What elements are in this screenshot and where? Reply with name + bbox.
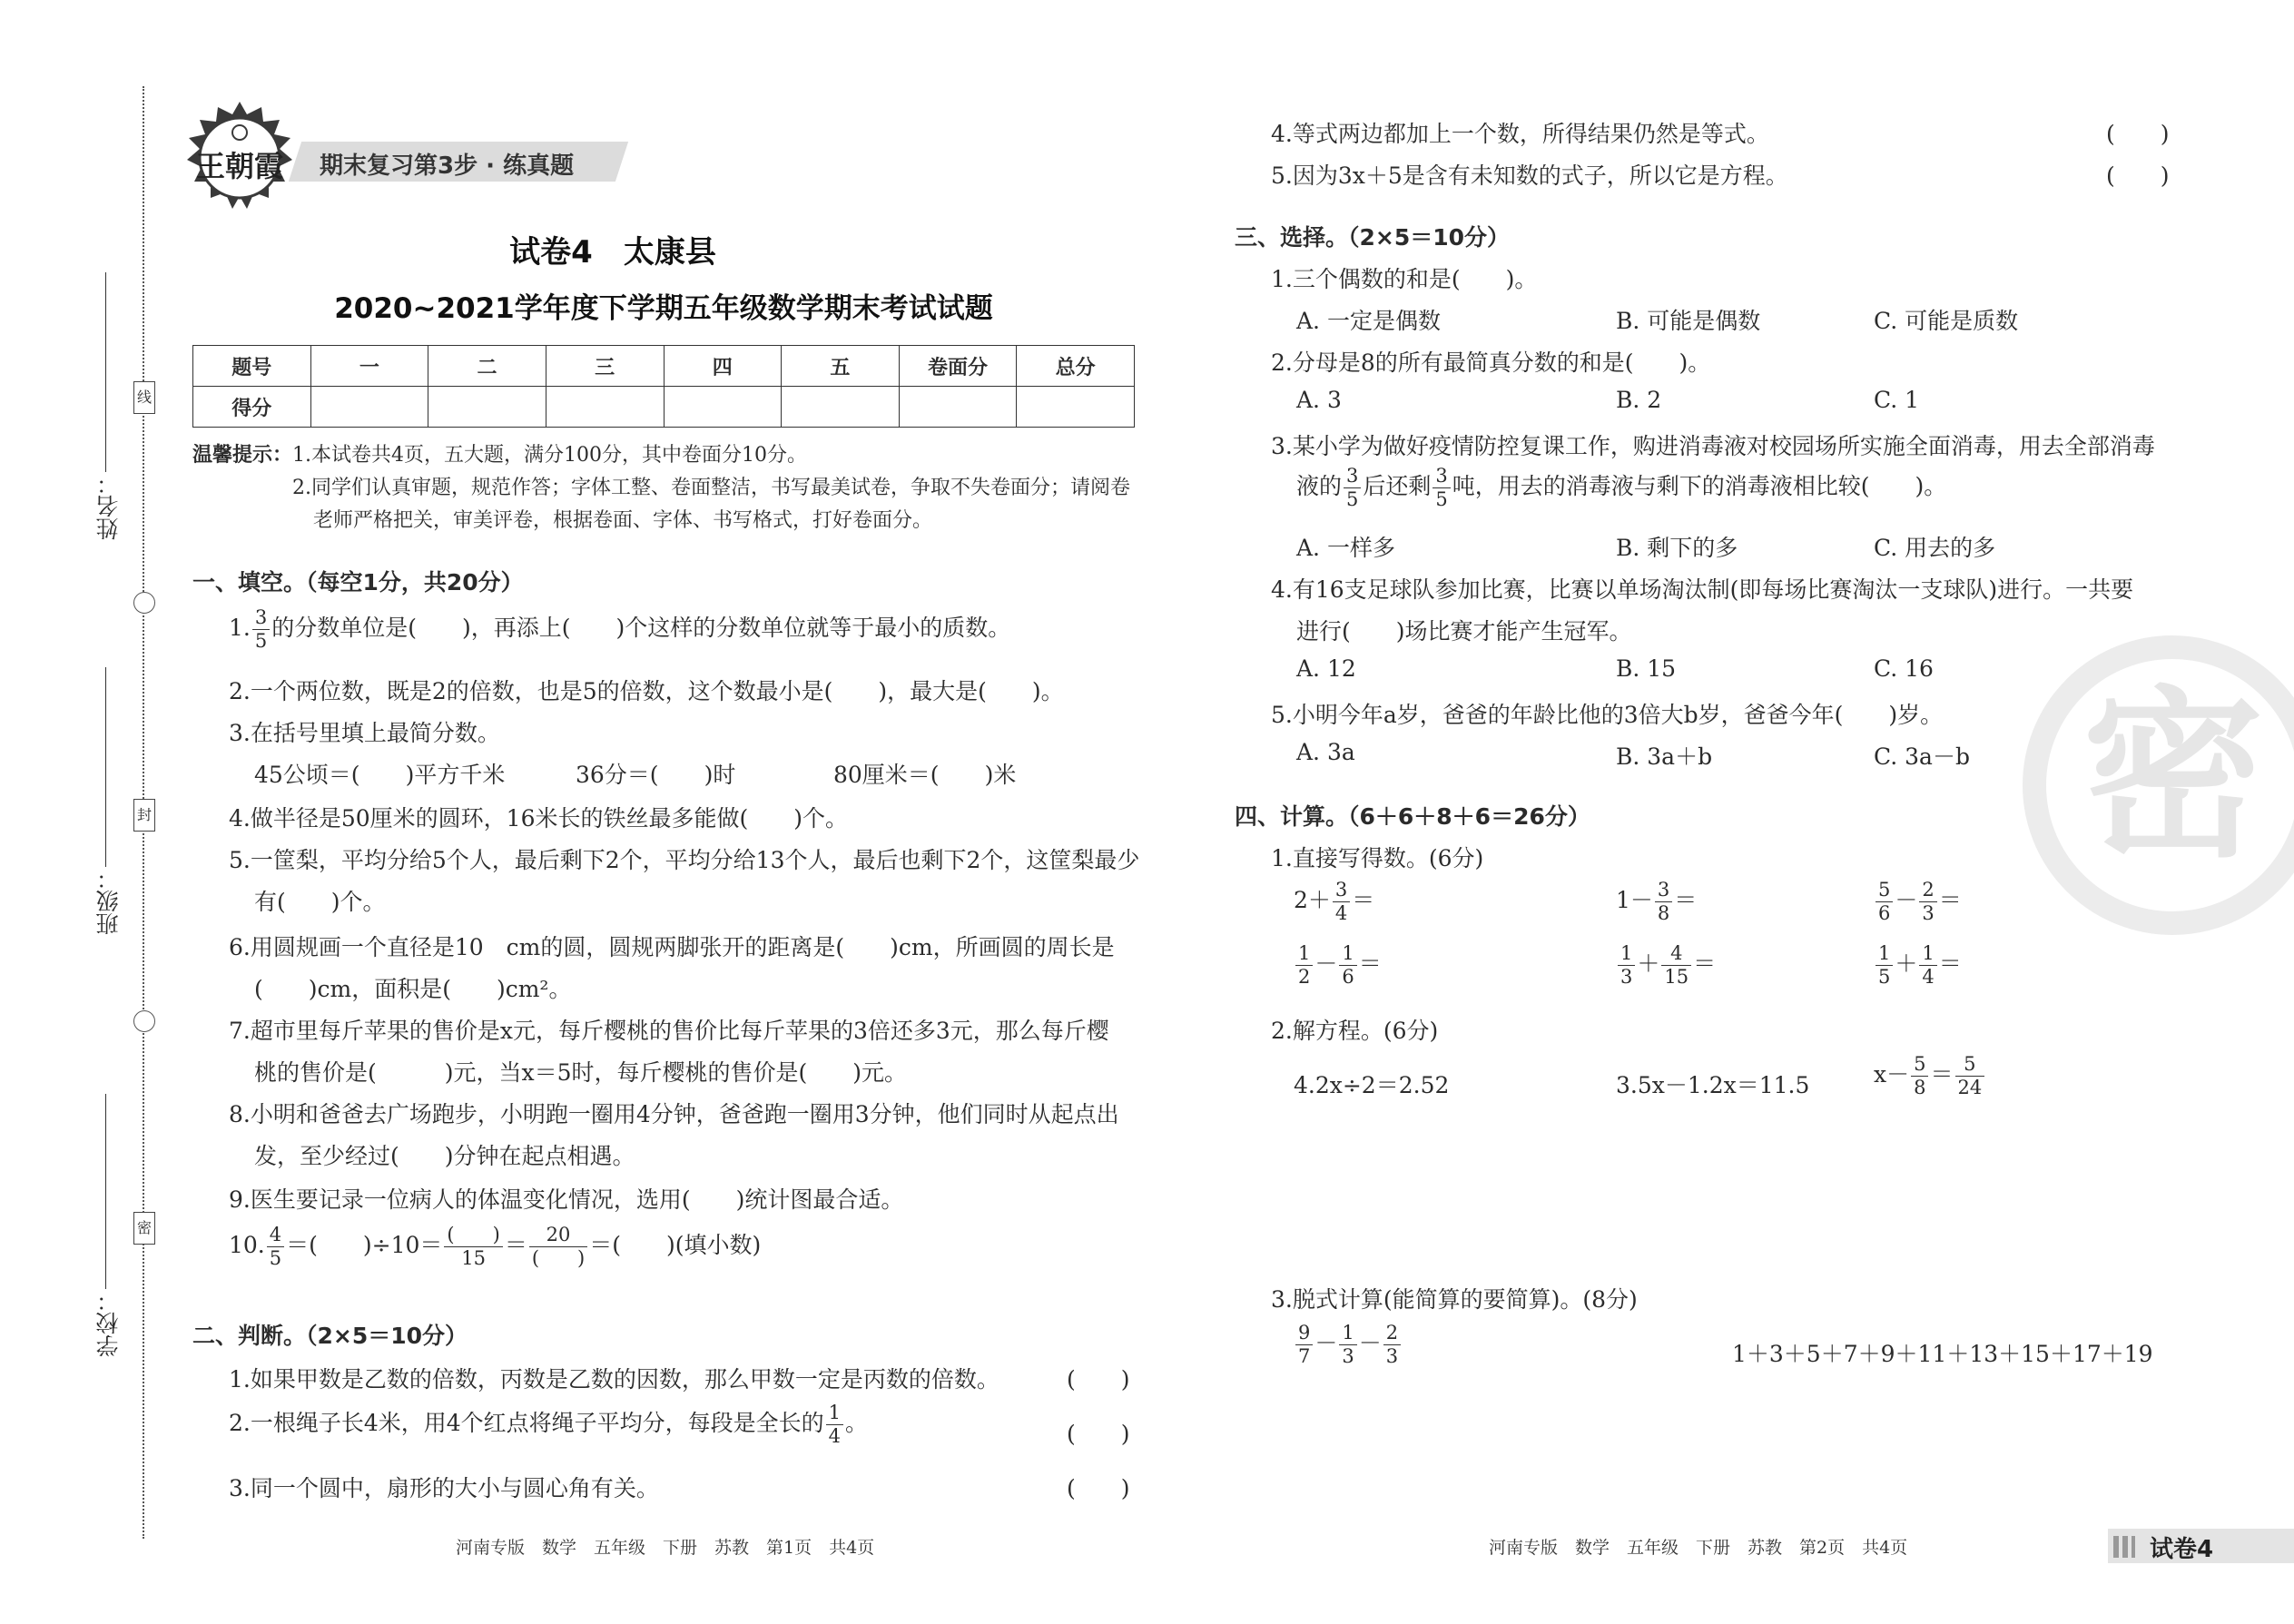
class-line [105,667,106,867]
bind-mark-feng: 封 [133,799,155,832]
tips-label: 温馨提示： [192,444,293,467]
score-header-cell: 一 [310,346,428,387]
expr-op: － [1895,887,1918,913]
s3-question-4a: 4.有16支足球队参加比赛，比赛以单场淘汰制(即每场比赛淘汰一支球队)进行。一共要 [1271,576,2134,603]
score-header-cell: 四 [664,346,782,387]
expr-pre: 1－ [1616,887,1653,913]
watermark-char: 密 [2082,671,2264,882]
denominator: 6 [1878,902,1891,924]
score-cell[interactable] [899,387,1017,428]
s4-expr-4[interactable] [1294,944,1382,987]
section2-title: 二、判断。（2×5＝10分） [192,1323,468,1349]
denominator: 5 [254,630,268,652]
denominator: 4 [828,1425,842,1447]
s4-equation-3[interactable] [1874,1055,1986,1097]
s1-q1-text: 的分数单位是( )，再添上( )个这样的分数单位就等于最小的质数。 [271,615,1011,641]
s3-question-1: 1.三个偶数的和是( )。 [1271,266,1538,292]
fraction [1339,1324,1356,1366]
s4-equation-2[interactable]: 3.5x－1.2x＝11.5 [1616,1072,1810,1098]
s4-expr-6[interactable] [1874,944,1962,987]
numerator: ( ) [444,1225,502,1247]
score-cell[interactable] [546,387,664,428]
s1-question-5a: 5.一筐梨，平均分给5个人，最后剩下2个，平均分给13个人，最后也剩下2个，这筐梨最少 [229,847,1140,873]
expr-post: ＝ [1693,950,1717,977]
s2-q1-answer[interactable]: ( ) [1067,1366,1130,1393]
denominator: 8 [1657,902,1670,924]
s3-q4-option-b[interactable]: B. 15 [1616,655,1677,682]
numerator: 20 [529,1225,587,1247]
score-cell[interactable] [1017,387,1135,428]
expr-pre: 2＋ [1294,887,1331,913]
numerator: 5 [1876,881,1893,902]
score-table [192,345,1135,428]
s3-question-2: 2.分母是8的所有最简真分数的和是( )。 [1271,349,1711,376]
s2-question-5: 5.因为3x＋5是含有未知数的式子，所以它是方程。 [1271,162,1788,189]
s3-q1-option-c[interactable]: C. 可能是质数 [1874,308,2019,334]
tips-text-1: 1.本试卷共4页，五大题，满分100分，其中卷面分10分。 [292,444,807,467]
denominator: 3 [1620,966,1633,988]
s1-q10-fraction-1 [267,1225,284,1268]
section3-title: 三、选择。（2×5＝10分） [1235,224,1511,251]
fraction [1333,881,1350,923]
fraction [1661,944,1691,987]
s3-q5-option-a[interactable]: A. 3a [1296,739,1355,765]
s4-expr-5[interactable] [1616,944,1716,987]
denominator: 5 [1435,488,1448,510]
s3-q3-option-b[interactable]: B. 剩下的多 [1616,535,1738,561]
s1-q1-num: 1. [229,615,251,641]
bind-circle-1 [133,592,155,614]
s3-q4-option-a[interactable]: A. 12 [1296,655,1356,682]
s2-q2-fraction [826,1403,843,1446]
s2-question-4: 4.等式两边都加上一个数，所得结果仍然是等式。 [1271,121,1769,147]
s1-q3-item-b: 36分＝( )时 [576,762,736,788]
denominator: 5 [269,1247,282,1269]
logo-text: 王朝霞 [195,149,283,183]
tips-line-2: 2.同学们认真审题，规范作答；字体工整、卷面整洁，书写最美试卷，争取不失卷面分；请阅卷 [292,477,1130,499]
denominator: 3 [1385,1345,1399,1367]
footer-tab-label: 试卷4 [2150,1536,2214,1563]
s1-q10-mid-2: ＝ [504,1232,527,1258]
fraction [1618,944,1635,987]
s4-expr-3[interactable] [1874,881,1962,923]
numerator: 4 [267,1225,284,1247]
s3-question-4b: 进行( )场比赛才能产生冠军。 [1296,618,1632,645]
score-cell[interactable] [310,387,428,428]
s3-q3-pre: 液的 [1296,473,1343,499]
s2-q2-text: 2.一根绳子长4米，用4个红点将绳子平均分，每段是全长的 [229,1410,824,1436]
denominator: 2 [1298,966,1311,988]
s1-question-8a: 8.小明和爸爸去广场跑步，小明跑一圈用4分钟，爸爸跑一圈用3分钟，他们同时从起点出 [229,1101,1119,1127]
s2-q2-answer[interactable]: ( ) [1067,1421,1130,1447]
denominator: 24 [1957,1077,1983,1098]
denominator: 3 [1922,902,1935,924]
denominator: 6 [1342,966,1354,988]
numerator: 3 [1344,467,1361,488]
denominator: 15 [461,1247,486,1269]
numerator: 2 [1919,881,1936,902]
expr-op: ＋ [1637,950,1660,977]
class-label: 班级： [95,867,122,935]
s4-equation-1[interactable]: 4.2x÷2＝2.52 [1294,1072,1450,1098]
s3-q5-option-b[interactable]: B. 3a＋b [1616,743,1713,770]
s1-q3-item-c: 80厘米＝( )米 [833,762,1017,788]
expr-op: － [1314,950,1338,977]
s1-question-9: 9.医生要记录一位病人的体温变化情况，选用( )统计图最合适。 [229,1186,904,1213]
s2-q5-answer[interactable]: ( ) [2106,162,2170,189]
s2-q4-answer[interactable]: ( ) [2106,121,2170,147]
expr-op: － [1358,1330,1382,1356]
footer-right: 河南专版 数学 五年级 下册 苏教 第2页 共4页 [1489,1538,1908,1558]
paper-subtitle: 2020~2021学年度下学期五年级数学期末考试试题 [334,292,993,325]
bind-mark-mi: 密 [133,1212,155,1245]
s3-question-5: 5.小明今年a岁，爸爸的年龄比他的3倍大b岁，爸爸今年( )岁。 [1271,702,1944,728]
score-header-cell: 三 [546,346,664,387]
s1-q10-mid-1: ＝( )÷10＝ [286,1232,443,1258]
numerator: 3 [1655,881,1672,902]
s1-question-1 [229,608,1010,651]
fraction [1919,944,1936,987]
s3-q2-option-a[interactable]: A. 3 [1296,387,1342,413]
fraction [1295,944,1313,987]
s4-expr-2[interactable] [1616,881,1697,923]
fraction [1876,881,1893,923]
expr-post: ＝ [1938,950,1962,977]
s1-q10-tail: ＝( )(填小数) [589,1232,762,1258]
numerator: 9 [1295,1324,1313,1345]
fraction [1919,881,1936,923]
bind-circle-2 [133,1010,155,1032]
banner-text: 期末复习第3步 · 练真题 [320,153,575,180]
score-row-label: 得分 [193,387,311,428]
s3-q3-option-c[interactable]: C. 用去的多 [1874,535,1996,561]
s1-question-6b: ( )cm，面积是( )cm²。 [254,976,572,1002]
numerator: 1 [1876,944,1893,966]
s2-question-3: 3.同一个圆中，扇形的大小与圆心角有关。 [229,1475,659,1501]
numerator: 1 [1295,944,1313,966]
s1-question-5b: 有( )个。 [254,889,386,915]
s2-q2-end: 。 [845,1410,869,1436]
score-header-cell: 题号 [193,346,311,387]
s3-q2-option-b[interactable]: B. 2 [1616,387,1662,413]
numerator: 4 [1661,944,1691,966]
s1-question-7b: 桃的售价是( )元，当x＝5时，每斤樱桃的售价是( )元。 [254,1059,908,1086]
school-label: 学校： [95,1289,122,1357]
numerator: 3 [1433,467,1450,488]
score-header-cell: 总分 [1017,346,1135,387]
s1-q3-item-a: 45公顷＝( )平方千米 [254,762,506,788]
s3-q3-fraction-1 [1344,467,1361,509]
denominator: 15 [1664,966,1689,988]
s4-sub-3: 3.脱式计算(能简算的要简算)。(8分) [1271,1286,1638,1313]
expr-pre: x－ [1874,1061,1910,1088]
fraction [1876,944,1893,987]
expr-op: ＋ [1895,950,1918,977]
s3-q1-option-a[interactable]: A. 一定是偶数 [1296,308,1441,334]
s1-q10-num: 10. [229,1232,265,1258]
s3-q1-option-b[interactable]: B. 可能是偶数 [1616,308,1761,334]
section4-title: 四、计算。（6＋6＋8＋6＝26分） [1235,803,1590,830]
school-line [105,1094,106,1289]
score-table-score-row [193,387,1135,428]
score-header-cell: 五 [782,346,900,387]
numerator: 3 [252,608,270,630]
score-cell[interactable] [664,387,782,428]
s3-q3-post: 吨，用去的消毒液与剩下的消毒液相比较( )。 [1452,473,1947,499]
tips-line-1 [192,439,807,468]
expr-post: ＝ [1358,950,1382,977]
s3-question-3b [1296,467,1946,509]
numerator: 1 [826,1403,843,1425]
denominator: 4 [1334,902,1348,924]
numerator: 2 [1383,1324,1401,1345]
s2-question-2 [229,1403,868,1446]
s4-calc-2[interactable]: 1＋3＋5＋7＋9＋11＋13＋15＋17＋19 [1732,1341,2153,1367]
denominator: 7 [1298,1345,1311,1367]
s1-q1-fraction [252,608,270,651]
s1-q10-fraction-3 [529,1225,587,1268]
denominator: 5 [1346,488,1359,510]
s3-q2-option-c[interactable]: C. 1 [1874,387,1920,413]
denominator: 8 [1914,1077,1926,1098]
expr-post: ＝ [1352,887,1375,913]
expr-op: － [1314,1330,1338,1356]
s3-q5-option-c[interactable]: C. 3a－b [1874,743,1970,770]
s1-question-7a: 7.超市里每斤苹果的售价是x元，每斤樱桃的售价比每斤苹果的3倍还多3元，那么每斤樱 [229,1018,1109,1044]
name-line [105,272,106,472]
s3-q3-fraction-2 [1433,467,1450,509]
fraction [1295,1324,1313,1366]
fraction [1655,881,1672,923]
paper-title: 试卷4 太康县 [509,234,716,271]
denominator: 3 [1342,1345,1354,1367]
s1-question-2: 2.一个两位数，既是2的倍数，也是5的倍数，这个数最小是( )，最大是( )。 [229,678,1064,704]
watermark-seal [2023,635,2294,935]
s2-q3-answer[interactable]: ( ) [1067,1475,1130,1501]
s3-question-3a: 3.某小学为做好疫情防控复课工作，购进消毒液对校园场所实施全面消毒，用去全部消毒 [1271,433,2155,459]
s3-q4-option-c[interactable]: C. 16 [1874,655,1934,682]
s1-question-6a: 6.用圆规画一个直径是10 cm的圆，圆规两脚张开的距离是( )cm，所画圆的周长是 [229,934,1115,960]
numerator: 1 [1618,944,1635,966]
s4-calc-1[interactable] [1294,1324,1403,1366]
numerator: 1 [1339,944,1356,966]
fraction [1339,944,1356,987]
numerator: 1 [1339,1324,1356,1345]
s1-question-8b: 发，至少经过( )分钟在起点相遇。 [254,1143,635,1169]
numerator: 3 [1333,881,1350,902]
tips-line-3: 老师严格把关，审美评卷，根据卷面、字体、书写格式，打好卷面分。 [313,509,933,532]
footer-left: 河南专版 数学 五年级 下册 苏教 第1页 共4页 [456,1538,875,1558]
denominator: ( ) [531,1247,586,1269]
s3-q3-option-a[interactable]: A. 一样多 [1296,535,1395,561]
s4-sub-2: 2.解方程。(6分) [1271,1018,1439,1044]
numerator: 5 [1911,1055,1928,1077]
expr-mid: ＝ [1930,1061,1954,1088]
expr-post: ＝ [1938,887,1962,913]
s1-question-10 [229,1225,761,1268]
denominator: 4 [1922,966,1935,988]
score-cell[interactable] [782,387,900,428]
bind-mark-xian: 线 [133,381,155,414]
s1-question-4: 4.做半径是50厘米的圆环，16米长的铁丝最多能做( )个。 [229,805,848,832]
score-table-header-row [193,346,1135,387]
expr-post: ＝ [1674,887,1698,913]
score-header-cell: 卷面分 [899,346,1017,387]
fraction [1383,1324,1401,1366]
numerator: 5 [1955,1055,1985,1077]
s3-q3-mid: 后还剩 [1363,473,1432,499]
fraction [1911,1055,1928,1097]
denominator: 5 [1878,966,1891,988]
score-header-cell: 二 [428,346,546,387]
score-cell[interactable] [428,387,546,428]
name-label: 姓名： [95,472,122,540]
fraction [1955,1055,1985,1097]
section1-title: 一、填空。（每空1分，共20分） [192,569,524,595]
brand-logo [180,98,300,218]
s2-question-1: 1.如果甲数是乙数的倍数，丙数是乙数的因数，那么甲数一定是丙数的倍数。 [229,1366,999,1393]
s1-question-3: 3.在括号里填上最简分数。 [229,720,500,746]
s4-expr-1[interactable] [1294,881,1374,923]
s4-sub-1: 1.直接写得数。(6分) [1271,845,1484,871]
footer-tab-dots [2113,1536,2135,1558]
s1-q10-fraction-2 [444,1225,502,1268]
numerator: 1 [1919,944,1936,966]
